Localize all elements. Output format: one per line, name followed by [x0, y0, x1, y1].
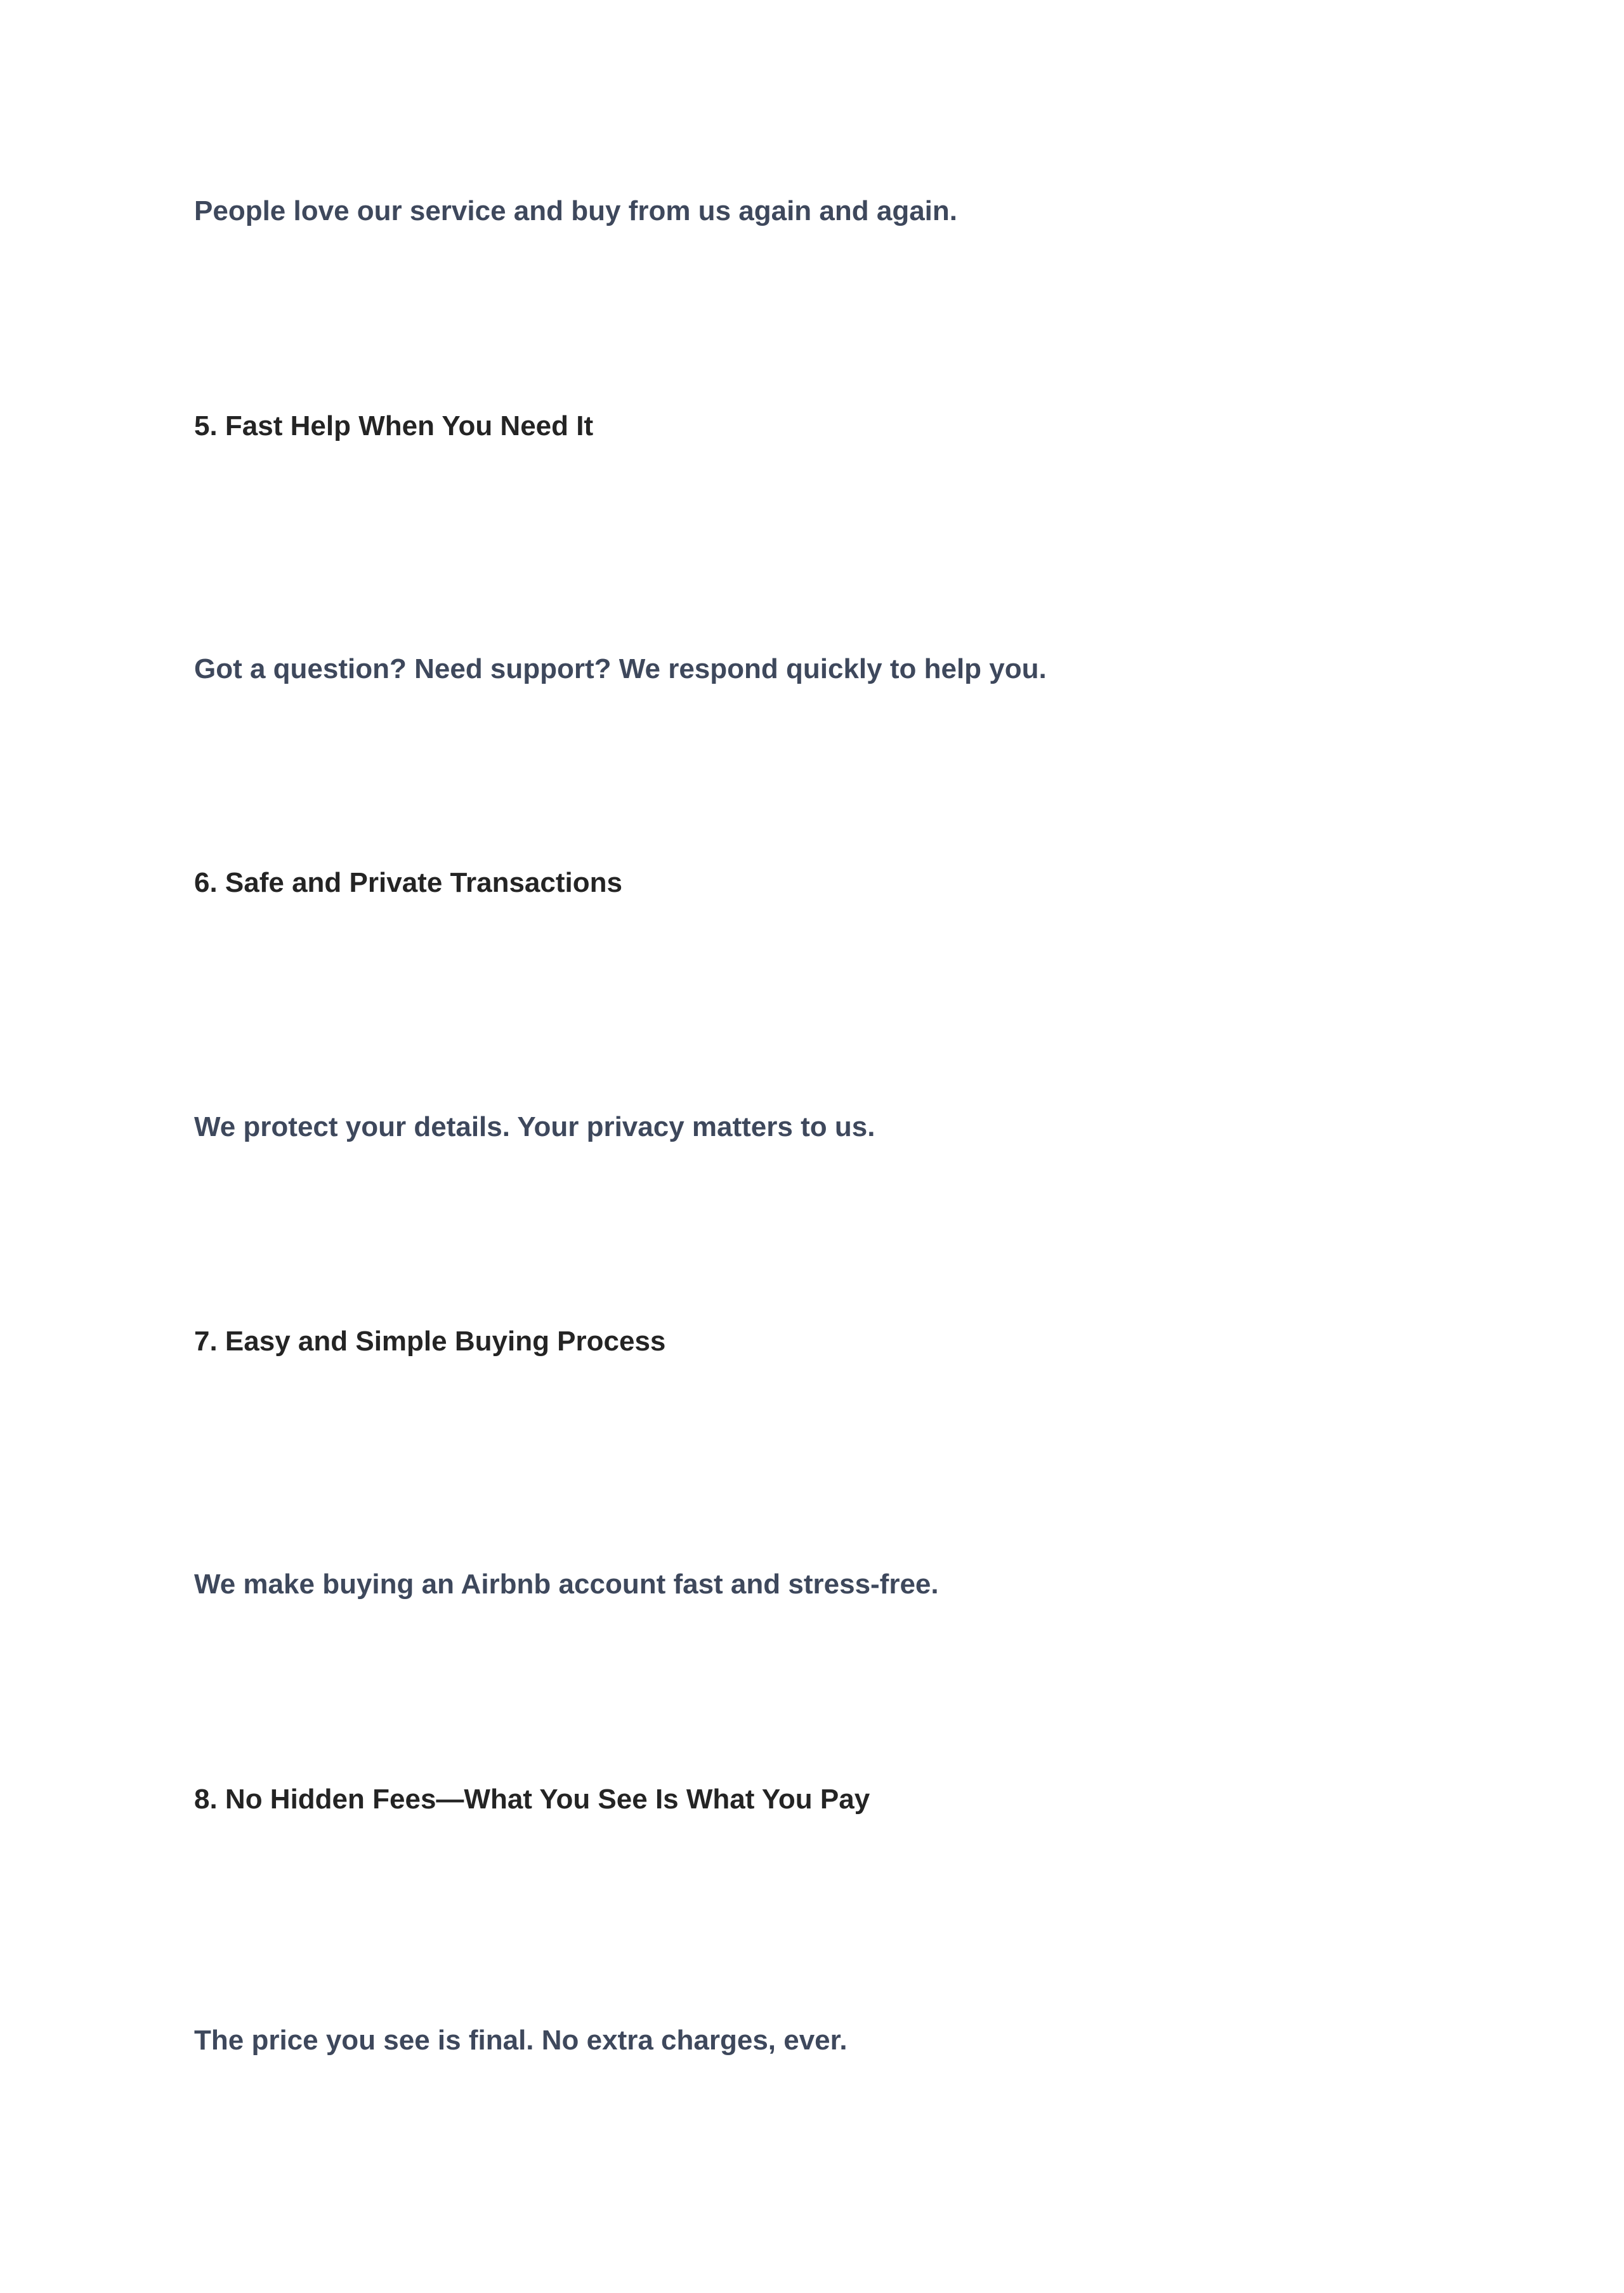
paragraph-privacy: We protect your details. Your privacy matters to us. [194, 1111, 875, 1142]
paragraph-stress-free: We make buying an Airbnb account fast and stress-free. [194, 1569, 939, 1600]
heading-safe-private-transactions: 6. Safe and Private Transactions [194, 867, 622, 898]
paragraph-support-response: Got a question? Need support? We respond quickly to help you. [194, 653, 1047, 684]
heading-easy-buying-process: 7. Easy and Simple Buying Process [194, 1326, 666, 1357]
heading-no-hidden-fees: 8. No Hidden Fees—What You See Is What You Pay [194, 1784, 870, 1815]
heading-fast-help: 5. Fast Help When You Need It [194, 410, 594, 441]
paragraph-final-price: The price you see is final. No extra charges, ever. [194, 2025, 848, 2056]
paragraph-repeat-customers: People love our service and buy from us again and again. [194, 195, 957, 226]
